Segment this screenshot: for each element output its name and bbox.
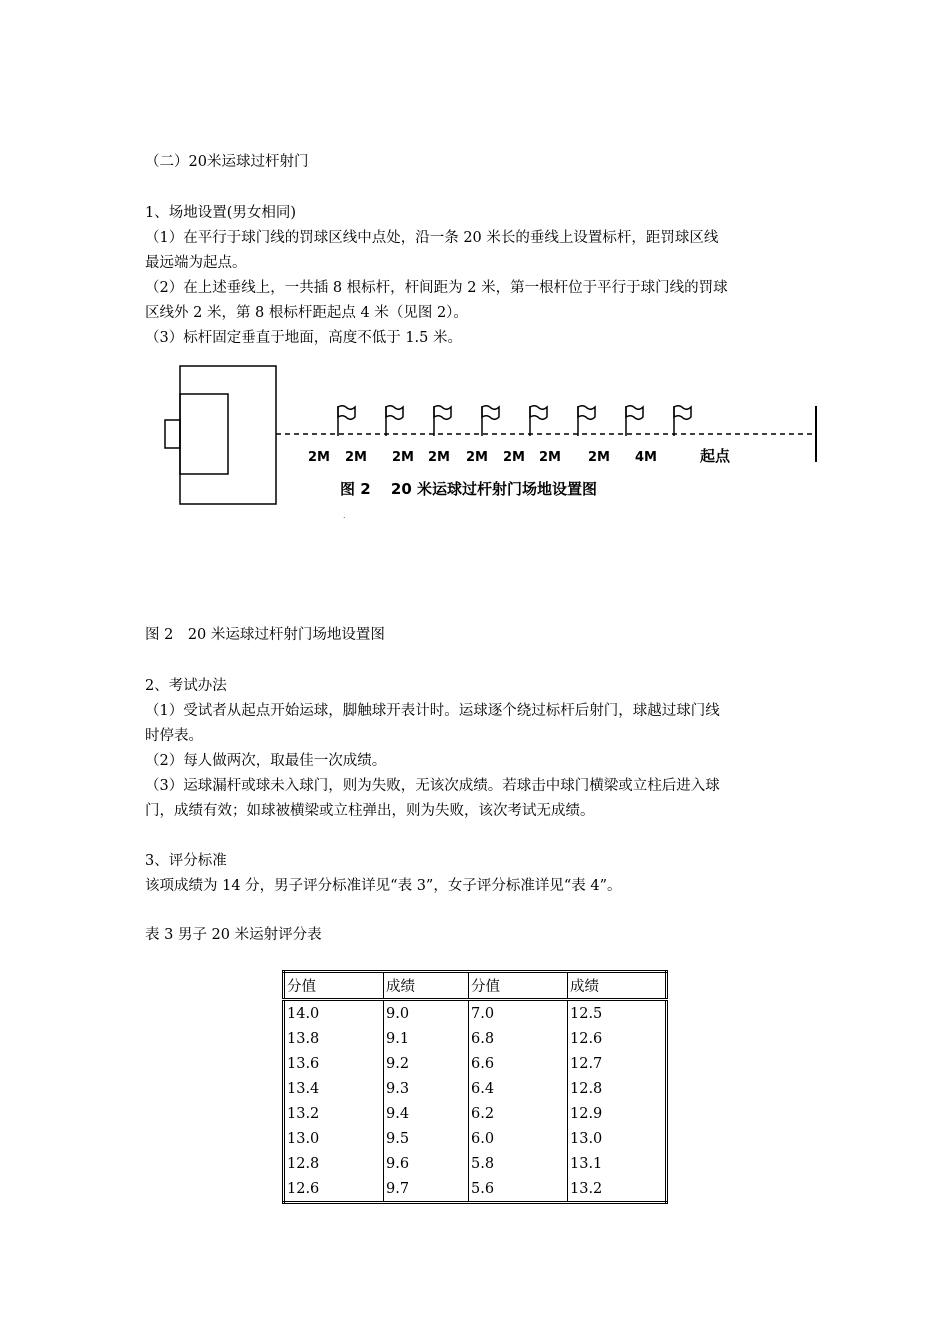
table-cell: 13.8: [284, 1026, 384, 1051]
method-p2: （2）每人做两次，取最佳一次成绩。: [145, 753, 387, 769]
distance-label: 2M: [428, 450, 450, 465]
table-row: [284, 1126, 667, 1151]
table-cell: 6.6: [469, 1051, 568, 1076]
table-cell: 12.5: [568, 1000, 667, 1027]
figure-caption: 图 2 20 米运球过杆射门场地设置图: [145, 627, 385, 643]
setup-p2-line1: （2）在上述垂线上，一共插 8 根标杆，杆间距为 2 米，第一根杆位于平行于球门线的罚球: [145, 280, 728, 296]
table-cell: 7.0: [469, 1000, 568, 1027]
table-cell: 12.7: [568, 1051, 667, 1076]
setup-heading: 1、场地设置(男女相同): [145, 205, 297, 221]
method-p3-line2: 门，成绩有效；如球被横梁或立柱弹出，则为失败，该次考试无成绩。: [145, 803, 595, 819]
distance-label: 2M: [308, 450, 330, 465]
distance-label: 4M: [635, 450, 657, 465]
header-cell: 分值: [469, 972, 568, 1000]
table-cell: 6.4: [469, 1076, 568, 1101]
table-cell: 13.2: [284, 1101, 384, 1126]
distance-label: 2M: [539, 450, 561, 465]
table-row: [284, 1176, 667, 1203]
goal: [165, 420, 180, 448]
table-cell: 9.3: [384, 1076, 469, 1101]
score-table: [282, 970, 668, 1204]
table-cell: 5.8: [469, 1151, 568, 1176]
table-cell: 13.0: [284, 1126, 384, 1151]
distance-label: 2M: [345, 450, 367, 465]
table-row: [284, 1101, 667, 1126]
method-heading: 2、考试办法: [145, 678, 227, 694]
start-label: 起点: [700, 447, 731, 465]
figure-inner-caption: 图 2 20 米运球过杆射门场地设置图: [340, 480, 597, 498]
table-cell: 12.6: [284, 1176, 384, 1203]
scoring-heading: 3、评分标准: [145, 853, 227, 869]
table-row: [284, 1076, 667, 1101]
section-title: （二）20米运球过杆射门: [145, 154, 309, 170]
table-cell: 12.8: [284, 1151, 384, 1176]
flag-icon: [434, 406, 451, 436]
table-cell: 12.6: [568, 1026, 667, 1051]
table-header-row: [284, 972, 667, 1000]
table-cell: 12.8: [568, 1076, 667, 1101]
table-cell: 13.2: [568, 1176, 667, 1203]
setup-p2-line2: 区线外 2 米，第 8 根标杆距起点 4 米（见图 2）。: [145, 305, 468, 321]
table-cell: 13.4: [284, 1076, 384, 1101]
table-cell: 12.9: [568, 1101, 667, 1126]
flag-poles: [338, 406, 691, 436]
header-cell: 分值: [284, 972, 384, 1000]
table-cell: 6.8: [469, 1026, 568, 1051]
flag-icon: [482, 406, 499, 436]
distance-label: 2M: [466, 450, 488, 465]
setup-p1-line1: （1）在平行于球门线的罚球区线中点处，沿一条 20 米长的垂线上设置标杆，距罚球区线: [145, 230, 719, 246]
distance-label: 2M: [392, 450, 414, 465]
flag-icon: [626, 406, 643, 436]
table-row: [284, 1151, 667, 1176]
table-cell: 9.5: [384, 1126, 469, 1151]
flag-icon: [530, 406, 547, 436]
table-cell: 6.0: [469, 1126, 568, 1151]
table-row: [284, 1026, 667, 1051]
table-cell: 9.6: [384, 1151, 469, 1176]
setup-p3: （3）标杆固定垂直于地面，高度不低于 1.5 米。: [145, 330, 463, 346]
table-cell: 6.2: [469, 1101, 568, 1126]
table-row: [284, 1051, 667, 1076]
table-cell: 5.6: [469, 1176, 568, 1203]
flag-icon: [386, 406, 403, 436]
method-p3-line1: （3）运球漏杆或球未入球门，则为失败，无该次成绩。若球击中球门横梁或立柱后进入球: [145, 778, 720, 794]
table-cell: 13.0: [568, 1126, 667, 1151]
header-cell: 成绩: [384, 972, 469, 1000]
method-p1-line2: 时停表。: [145, 728, 203, 744]
dot-mark: .: [343, 511, 346, 520]
distance-label: 2M: [503, 450, 525, 465]
setup-p1-line2: 最远端为起点。: [145, 255, 247, 271]
method-p1-line1: （1）受试者从起点开始运球，脚触球开表计时。运球逐个绕过标杆后射门，球越过球门线: [145, 703, 720, 719]
table-cell: 9.0: [384, 1000, 469, 1027]
goal-area: [180, 394, 228, 474]
distance-label: 2M: [588, 450, 610, 465]
flag-icon: [338, 406, 355, 436]
header-cell: 成绩: [568, 972, 667, 1000]
table-row: [284, 1000, 667, 1027]
flag-icon: [674, 406, 691, 436]
flag-icon: [578, 406, 595, 436]
scoring-text: 该项成绩为 14 分，男子评分标准详见“表 3”，女子评分标准详见“表 4”。: [145, 878, 622, 894]
table-cell: 9.7: [384, 1176, 469, 1203]
table-cell: 9.2: [384, 1051, 469, 1076]
field-diagram: [160, 362, 830, 522]
table-cell: 9.1: [384, 1026, 469, 1051]
table-caption: 表 3 男子 20 米运射评分表: [145, 927, 322, 943]
table-cell: 9.4: [384, 1101, 469, 1126]
table-cell: 13.6: [284, 1051, 384, 1076]
table-cell: 13.1: [568, 1151, 667, 1176]
table-cell: 14.0: [284, 1000, 384, 1027]
